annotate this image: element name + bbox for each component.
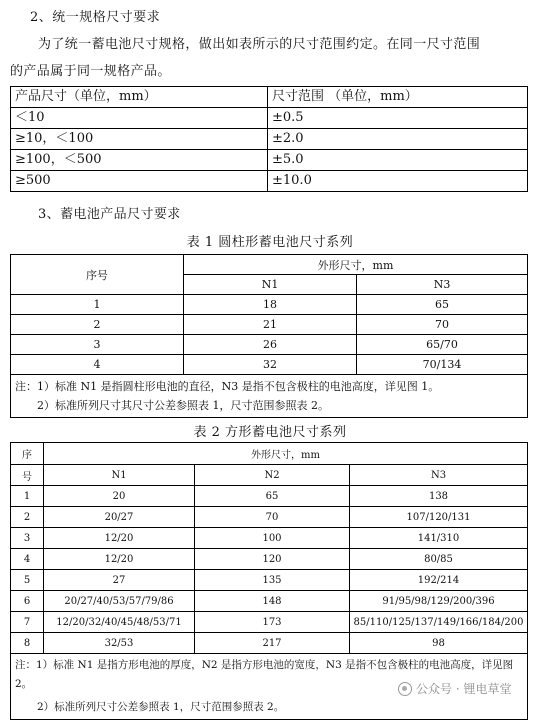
table-cell: ≥100，＜500 <box>11 150 268 171</box>
header-n1: N1 <box>44 465 195 486</box>
table-cell: 85/110/125/137/149/166/184/200 <box>350 612 528 633</box>
table-cell: 138 <box>350 486 528 507</box>
table-row <box>11 486 528 507</box>
size-range-table <box>10 86 528 192</box>
table-cell: 173 <box>195 612 350 633</box>
table-cell: 141/310 <box>350 528 528 549</box>
watermark-text: 公众号 · 锂电草堂 <box>416 682 512 696</box>
table-cell: 2 <box>11 507 44 528</box>
cylindrical-battery-table <box>10 254 528 418</box>
header-seq-top: 序 <box>11 443 44 465</box>
prismatic-battery-table <box>10 442 528 720</box>
table-cell: 1 <box>11 486 44 507</box>
section2-paragraph-line1: 为了统一蓄电池尺寸规格，做出如表所示的尺寸范围约定。在同一尺寸范围 <box>38 37 481 52</box>
table-cell: 26 <box>184 335 357 355</box>
header-seq: 序号 <box>11 255 184 295</box>
table-cell: 107/120/131 <box>350 507 528 528</box>
table-cell: 12/20 <box>44 528 195 549</box>
table-cell: 192/214 <box>350 570 528 591</box>
table2-note1: 注：1）标准 N1 是指方形电池的厚度，N2 是指方形电池的宽度，N3 是指不包含极柱的电池高度，详见图 2。 <box>15 659 514 690</box>
table-cell: 100 <box>195 528 350 549</box>
table-row <box>11 633 528 654</box>
table-cell: ±0.5 <box>268 108 528 129</box>
table-cell: 7 <box>11 612 44 633</box>
table-row <box>11 129 528 150</box>
table-cell: 4 <box>11 549 44 570</box>
table-cell: 32 <box>184 355 357 375</box>
table1-notes <box>11 375 528 418</box>
table-cell: 21 <box>184 315 357 335</box>
table-cell: 120 <box>195 549 350 570</box>
table-row <box>11 295 528 315</box>
table2-note2: 2）标准所列尺寸公差参照表 1，尺寸范围参照表 2。 <box>37 701 285 713</box>
table-cell: ≥500 <box>11 171 268 192</box>
table-cell: ≥10，＜100 <box>11 129 268 150</box>
table-cell: 70 <box>357 315 528 335</box>
header-product-size: 产品尺寸（单位，mm） <box>11 87 268 108</box>
table1-caption: 表 1 圆柱形蓄电池尺寸系列 <box>186 235 354 250</box>
table-row <box>11 591 528 612</box>
table-cell: 65/70 <box>357 335 528 355</box>
section3-heading: 3、蓄电池产品尺寸要求 <box>38 207 181 222</box>
table-cell: ±2.0 <box>268 129 528 150</box>
section2-heading: 2、统一规格尺寸要求 <box>30 10 161 25</box>
table-cell: 70 <box>195 507 350 528</box>
table-row <box>11 171 528 192</box>
table-cell: 20/27/40/53/57/79/86 <box>44 591 195 612</box>
table-cell: ±10.0 <box>268 171 528 192</box>
table1-note2: 2）标准所列尺寸其尺寸公差参照表 1，尺寸范围参照表 2。 <box>37 399 329 412</box>
table1-note1: 注：1）标准 N1 是指圆柱形电池的直径，N3 是指不包含极柱的电池高度，详见图 1。 <box>15 380 440 393</box>
table-cell: 20 <box>44 486 195 507</box>
header-dimensions: 外形尺寸，mm <box>184 255 528 275</box>
table-row <box>11 570 528 591</box>
table-cell: 27 <box>44 570 195 591</box>
table-cell: 6 <box>11 591 44 612</box>
table-cell: 80/85 <box>350 549 528 570</box>
table-row <box>11 549 528 570</box>
table-cell: 2 <box>11 315 184 335</box>
table-cell: ±5.0 <box>268 150 528 171</box>
table-row <box>11 108 528 129</box>
table-cell: 4 <box>11 355 184 375</box>
table-row <box>11 355 528 375</box>
header-seq-bottom: 号 <box>11 465 44 486</box>
table-cell: 12/20/32/40/45/48/53/71 <box>44 612 195 633</box>
table-cell: 20/27 <box>44 507 195 528</box>
table-cell: 32/53 <box>44 633 195 654</box>
header-size-range: 尺寸范围 （单位，mm） <box>268 87 528 108</box>
header-n3: N3 <box>350 465 528 486</box>
header-n2: N2 <box>195 465 350 486</box>
table-row <box>11 335 528 355</box>
section2-paragraph-line2: 的产品属于同一规格产品。 <box>10 64 171 79</box>
header-n1: N1 <box>184 275 357 295</box>
header-n3: N3 <box>357 275 528 295</box>
table-cell: 65 <box>195 486 350 507</box>
table-cell: 5 <box>11 570 44 591</box>
table-cell: 70/134 <box>357 355 528 375</box>
table-row <box>11 528 528 549</box>
table-cell: 217 <box>195 633 350 654</box>
table-cell: 12/20 <box>44 549 195 570</box>
table-cell: 98 <box>350 633 528 654</box>
header-dimensions: 外形尺寸，mm <box>44 443 528 465</box>
table-header-row <box>11 87 528 108</box>
table-cell: 65 <box>357 295 528 315</box>
table-row <box>11 315 528 335</box>
table-cell: 8 <box>11 633 44 654</box>
wechat-account-icon <box>398 682 412 696</box>
table-row <box>11 507 528 528</box>
table-row <box>11 612 528 633</box>
table2-caption: 表 2 方形蓄电池尺寸系列 <box>193 425 347 440</box>
table-row <box>11 150 528 171</box>
table-cell: 3 <box>11 528 44 549</box>
table-cell: 91/95/98/129/200/396 <box>350 591 528 612</box>
watermark <box>398 680 511 697</box>
table-cell: 1 <box>11 295 184 315</box>
table-cell: 148 <box>195 591 350 612</box>
table-cell: ＜10 <box>11 108 268 129</box>
table-cell: 18 <box>184 295 357 315</box>
table-cell: 3 <box>11 335 184 355</box>
table-cell: 135 <box>195 570 350 591</box>
